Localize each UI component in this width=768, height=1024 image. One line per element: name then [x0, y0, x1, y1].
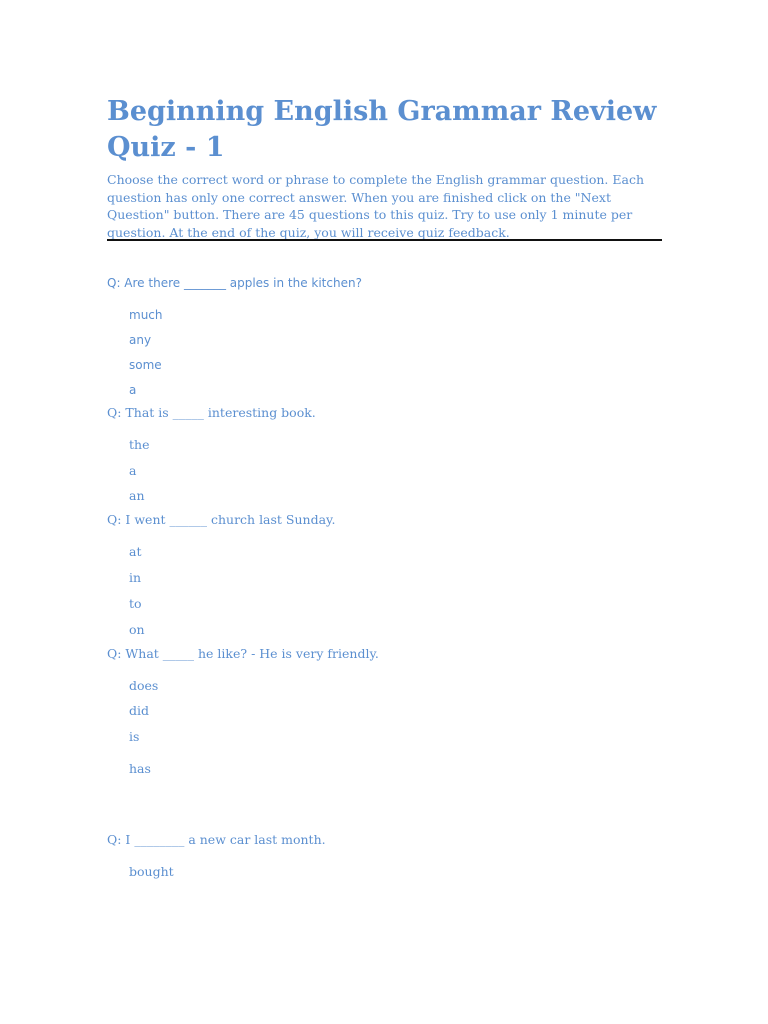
question-5: Q: I ________ a new car last month.: [107, 832, 326, 847]
page-title: Beginning English Grammar Review Quiz - 1: [107, 96, 657, 163]
quiz-instructions: Choose the correct word or phrase to complete the English grammar question. Each question has only one correct answer. When you are finished click on the "Next Question" button. There are 45 questions to this quiz. Try to use only 1 minute per question. At the end of the quiz, you will receive quiz feedback.: [107, 172, 645, 240]
answer-option[interactable]: has: [129, 761, 151, 776]
answer-option[interactable]: to: [129, 596, 142, 611]
answer-option[interactable]: a: [129, 383, 137, 397]
answer-option[interactable]: any: [129, 333, 152, 347]
answer-option[interactable]: is: [129, 729, 140, 744]
answer-option[interactable]: does: [129, 678, 159, 693]
answer-option[interactable]: much: [129, 308, 163, 322]
divider: [107, 239, 662, 241]
question-1: Q: Are there _______ apples in the kitchen?: [107, 276, 362, 290]
answer-option[interactable]: an: [129, 488, 145, 503]
answer-option[interactable]: did: [129, 703, 150, 718]
question-3: Q: I went ______ church last Sunday.: [107, 512, 336, 527]
answer-option[interactable]: in: [129, 570, 142, 585]
answer-option[interactable]: bought: [129, 864, 174, 879]
answer-option[interactable]: the: [129, 437, 150, 452]
answer-option[interactable]: on: [129, 622, 145, 637]
answer-option[interactable]: at: [129, 544, 142, 559]
question-2: Q: That is _____ interesting book.: [107, 405, 316, 420]
answer-option[interactable]: a: [129, 463, 137, 478]
answer-option[interactable]: some: [129, 358, 162, 372]
question-4: Q: What _____ he like? - He is very friendly.: [107, 646, 379, 661]
